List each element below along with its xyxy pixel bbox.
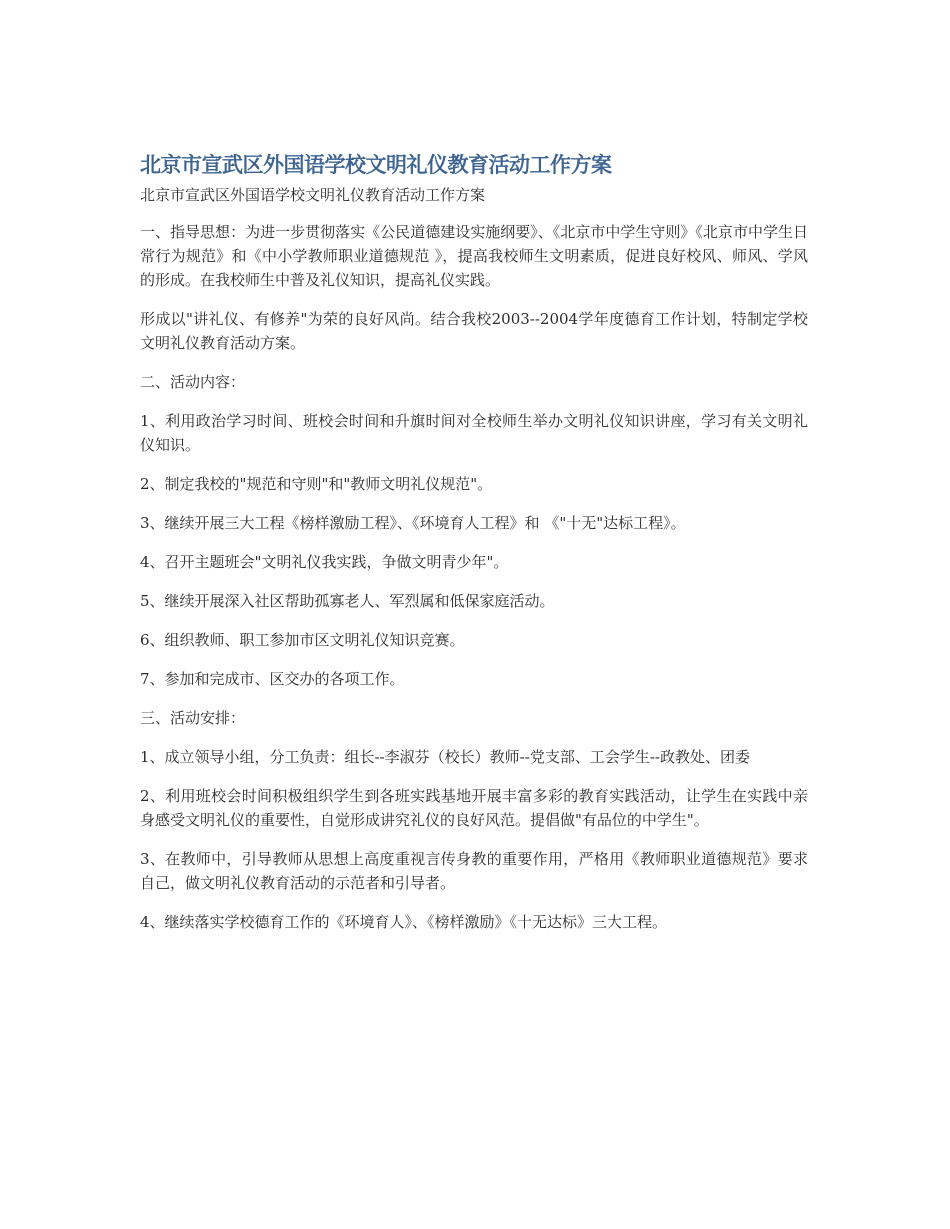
paragraph-goal: 形成以"讲礼仪、有修养"为荣的良好风尚。结合我校2003--2004学年度德育工作计划，特制定学校文明礼仪教育活动方案。 [140, 310, 808, 352]
list-item: 5、继续开展深入社区帮助孤寡老人、军烈属和低保家庭活动。 [140, 592, 555, 610]
list-item: 1、利用政治学习时间、班校会时间和升旗时间对全校师生举办文明礼仪知识讲座，学习有关文明礼仪知识。 [140, 412, 808, 454]
document-subtitle: 北京市宣武区外国语学校文明礼仪教育活动工作方案 [140, 186, 486, 204]
document-title: 北京市宣武区外国语学校文明礼仪教育活动工作方案 [140, 153, 612, 177]
list-item: 4、召开主题班会"文明礼仪我实践，争做文明青少年"。 [140, 553, 509, 571]
section-heading-activity-content: 二、活动内容： [140, 373, 246, 391]
list-item: 7、参加和完成市、区交办的各项工作。 [140, 670, 405, 688]
document-body [140, 148, 808, 949]
list-item: 3、继续开展三大工程《榜样激励工程》、《环境育人工程》和 《"十无"达标工程》。 [140, 514, 686, 532]
list-item: 6、组织教师、职工参加市区文明礼仪知识竞赛。 [140, 631, 465, 649]
paragraph-guiding-ideology: 一、指导思想：为进一步贯彻落实《公民道德建设实施纲要》、《北京市中学生守则》《北京市中学生日常行为规范》和《中小学教师职业道德规范 》，提高我校师生文明素质，促进良好校风、师风、学风的形成。在我校师生中普及礼仪知识，提高礼仪实践。 [140, 223, 808, 289]
list-item: 2、利用班校会时间积极组织学生到各班实践基地开展丰富多彩的教育实践活动，让学生在实践中亲身感受文明礼仪的重要性，自觉形成讲究礼仪的良好风范。提倡做"有品位的中学生"。 [140, 787, 808, 829]
list-item: 2、制定我校的"规范和守则"和"教师文明礼仪规范"。 [140, 475, 493, 493]
section-heading-activity-arrangement: 三、活动安排： [140, 709, 246, 727]
list-item: 4、继续落实学校德育工作的《环境育人》、《榜样激励》《十无达标》三大工程。 [140, 913, 668, 931]
list-item: 3、在教师中，引导教师从思想上高度重视言传身教的重要作用，严格用《教师职业道德规范》要求自己，做文明礼仪教育活动的示范者和引导者。 [140, 850, 808, 892]
list-item: 1、成立领导小组，分工负责：组长--李淑芬（校长）教师--党支部、工会学生--政教处、团委 [140, 748, 750, 766]
